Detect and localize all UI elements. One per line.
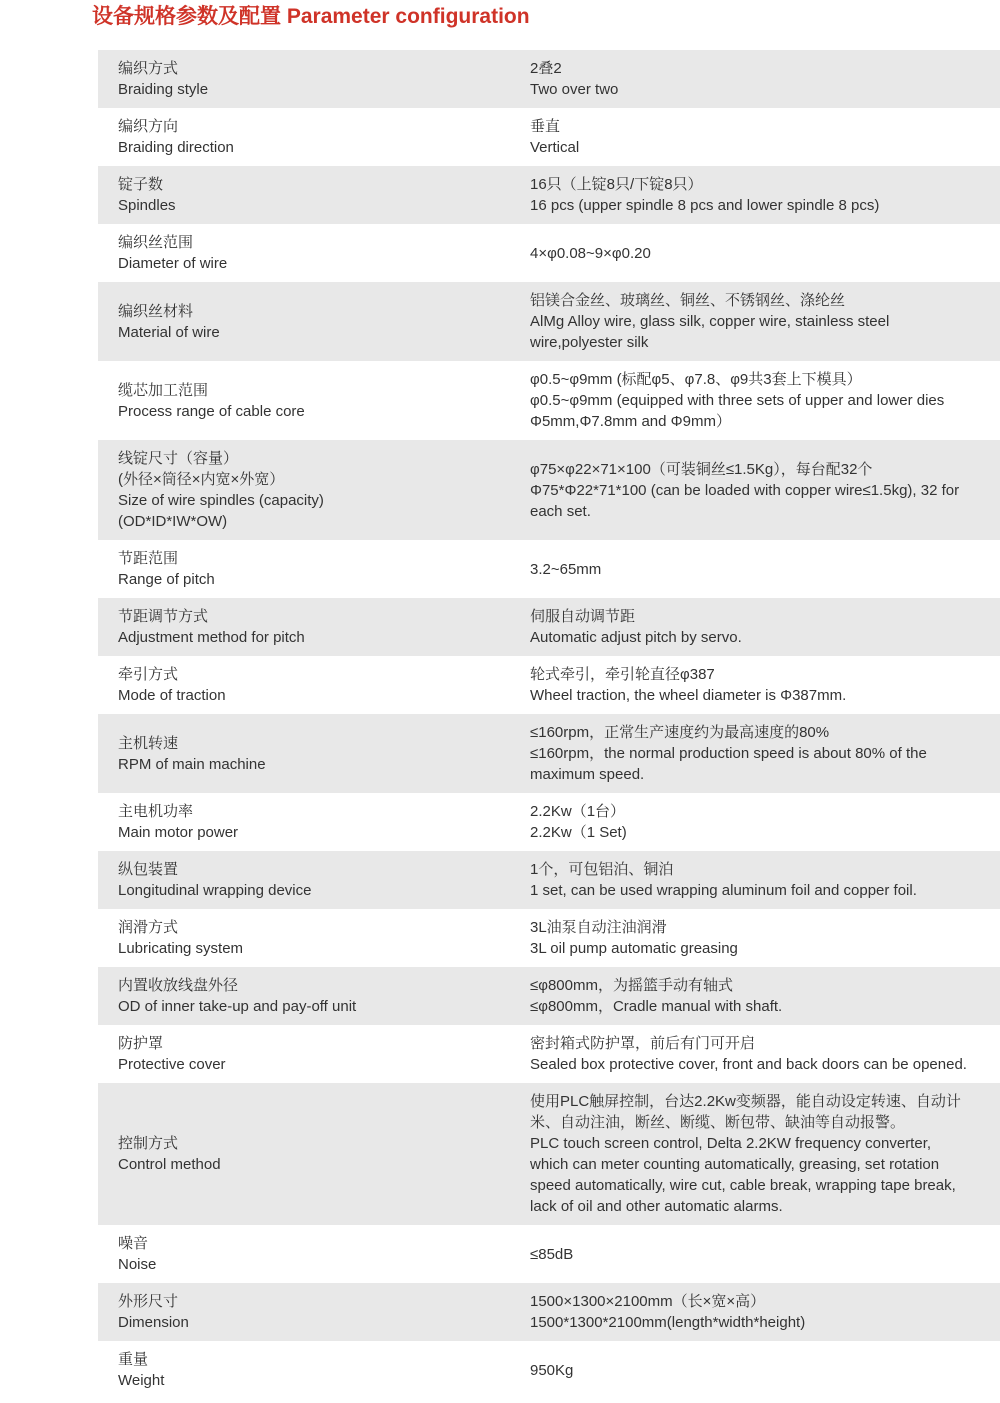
param-label-line: 重量 bbox=[118, 1351, 149, 1368]
param-value bbox=[530, 664, 1000, 706]
param-label-line: 编织方式 bbox=[118, 60, 179, 77]
table-row bbox=[98, 1225, 1000, 1283]
param-label-line: 主机转速 bbox=[118, 734, 179, 752]
table-row bbox=[98, 50, 1000, 108]
param-value bbox=[530, 917, 1000, 959]
param-label bbox=[98, 975, 530, 1017]
param-label-line: Size of wire spindles (capacity) bbox=[118, 492, 324, 509]
param-value bbox=[530, 369, 1000, 432]
param-value-line: ≤160rpm，the normal production speed is about 80% of the maximum speed. bbox=[530, 745, 927, 783]
param-value-line: ≤φ800mm，Cradle manual with shaft. bbox=[530, 998, 783, 1015]
param-value bbox=[530, 1244, 1000, 1265]
param-value bbox=[530, 606, 1000, 648]
param-label-line: Longitudinal wrapping device bbox=[118, 882, 312, 899]
table-row bbox=[98, 282, 1000, 361]
param-value-line: 2.2Kw（1 Set) bbox=[530, 824, 627, 841]
param-value-line: 2.2Kw（1台） bbox=[530, 803, 626, 820]
param-value-line: 1500×1300×2100mm（长×宽×高） bbox=[530, 1293, 766, 1310]
table-row bbox=[98, 224, 1000, 282]
param-value-line: ≤160rpm，正常生产速度约为最高速度的80% bbox=[530, 724, 830, 741]
table-row bbox=[98, 656, 1000, 714]
table-row bbox=[98, 108, 1000, 166]
param-label-line: Material of wire bbox=[118, 323, 220, 341]
param-label-line: 主电机功率 bbox=[118, 803, 194, 820]
param-label-line: 噪音 bbox=[118, 1235, 149, 1252]
param-value bbox=[530, 975, 1000, 1017]
param-value-line: Φ75*Φ22*71*100 (can be loaded with copper wire≤1.5kg), 32 for each set. bbox=[530, 481, 960, 520]
table-row bbox=[98, 440, 1000, 540]
param-value-line: 铝镁合金丝、玻璃丝、铜丝、不锈钢丝、涤纶丝 bbox=[530, 292, 846, 309]
param-label-line: Main motor power bbox=[118, 824, 239, 841]
param-value-line: 3.2~65mm bbox=[530, 560, 602, 578]
param-value-line: 16 pcs (upper spindle 8 pcs and lower spindle 8 pcs) bbox=[530, 197, 880, 214]
param-value-line: PLC touch screen control, Delta 2.2KW frequency converter, which can meter counting automatically, greasing, set rotation speed automatically, wire cut, cable break, wrapping tape break, lack of oil and other automatic alarms. bbox=[530, 1135, 956, 1215]
param-label bbox=[98, 548, 530, 590]
table-row bbox=[98, 540, 1000, 598]
param-label-line: 编织方向 bbox=[118, 118, 179, 135]
param-label-line: 牵引方式 bbox=[118, 666, 179, 683]
table-row bbox=[98, 851, 1000, 909]
param-value bbox=[530, 559, 1000, 580]
param-label bbox=[98, 232, 530, 274]
param-label-line: Spindles bbox=[118, 197, 176, 214]
param-label-line: 外形尺寸 bbox=[118, 1293, 179, 1310]
param-label-line: (外径×筒径×内宽×外宽） bbox=[118, 471, 285, 488]
param-label-line: Dimension bbox=[118, 1314, 189, 1331]
param-value-line: 垂直 bbox=[530, 118, 561, 135]
param-value-line: AlMg Alloy wire, glass silk, copper wire, stainless steel wire,polyester silk bbox=[530, 313, 890, 351]
param-label bbox=[98, 174, 530, 216]
param-value-line: 密封箱式防护罩，前后有门可开启 bbox=[530, 1035, 756, 1052]
param-label bbox=[98, 448, 530, 532]
param-label bbox=[98, 380, 530, 422]
table-row bbox=[98, 714, 1000, 793]
param-label-line: 编织丝范围 bbox=[118, 234, 194, 251]
param-value bbox=[530, 1291, 1000, 1333]
param-value-line: 1500*1300*2100mm(length*width*height) bbox=[530, 1314, 806, 1331]
param-label-line: (OD*ID*IW*OW) bbox=[118, 513, 228, 530]
table-row bbox=[98, 793, 1000, 851]
param-value-line: 伺服自动调节距 bbox=[530, 608, 636, 625]
param-label bbox=[98, 664, 530, 706]
param-label-line: 节距范围 bbox=[118, 550, 179, 567]
page-title: 设备规格参数及配置 Parameter configuration bbox=[92, 5, 530, 28]
param-value bbox=[530, 859, 1000, 901]
table-row bbox=[98, 1341, 1000, 1399]
param-value bbox=[530, 290, 1000, 353]
param-label-line: Process range of cable core bbox=[118, 402, 305, 420]
param-label bbox=[98, 301, 530, 343]
param-label-line: Noise bbox=[118, 1256, 157, 1273]
param-value-line: 16只（上锭8只/下锭8只） bbox=[530, 176, 703, 193]
param-value-line: 2叠2 bbox=[530, 60, 562, 77]
param-label bbox=[98, 1033, 530, 1075]
param-label bbox=[98, 733, 530, 775]
table-row bbox=[98, 1283, 1000, 1341]
param-label-line: Adjustment method for pitch bbox=[118, 629, 305, 646]
param-value-line: 3L oil pump automatic greasing bbox=[530, 940, 738, 957]
param-label-line: Weight bbox=[118, 1372, 165, 1389]
param-label bbox=[98, 1233, 530, 1275]
param-value-line: ≤φ800mm，为摇篮手动有轴式 bbox=[530, 977, 733, 994]
param-value-line: 1 set, can be used wrapping aluminum foil and copper foil. bbox=[530, 882, 917, 899]
param-label-line: Mode of traction bbox=[118, 687, 226, 704]
param-label bbox=[98, 1291, 530, 1333]
param-label-line: 线锭尺寸（容量） bbox=[118, 450, 239, 467]
param-label-line: 缆芯加工范围 bbox=[118, 381, 209, 399]
param-label-line: 防护罩 bbox=[118, 1035, 164, 1052]
param-label bbox=[98, 859, 530, 901]
param-label-line: Control method bbox=[118, 1156, 221, 1173]
param-label-line: Lubricating system bbox=[118, 940, 244, 957]
table-row bbox=[98, 598, 1000, 656]
param-label-line: 纵包装置 bbox=[118, 861, 179, 878]
param-value-line: φ0.5~φ9mm (标配φ5、φ7.8、φ9共3套上下模具） bbox=[530, 371, 862, 388]
param-label-line: Braiding direction bbox=[118, 139, 234, 156]
param-value-line: 轮式牵引，牵引轮直径φ387 bbox=[530, 666, 715, 683]
param-label bbox=[98, 917, 530, 959]
param-value-line: 3L油泵自动注油润滑 bbox=[530, 919, 667, 936]
param-label-line: 内置收放线盘外径 bbox=[118, 977, 239, 994]
param-label-line: Braiding style bbox=[118, 81, 209, 98]
param-value bbox=[530, 459, 1000, 522]
param-value-line: Wheel traction, the wheel diameter is Φ387mm. bbox=[530, 687, 847, 704]
param-value-line: 1个，可包铝泊、铜泊 bbox=[530, 861, 674, 878]
table-row bbox=[98, 166, 1000, 224]
param-value bbox=[530, 1091, 1000, 1217]
param-value bbox=[530, 116, 1000, 158]
param-value bbox=[530, 1033, 1000, 1075]
param-label-line: Range of pitch bbox=[118, 571, 215, 588]
param-label bbox=[98, 116, 530, 158]
param-label-line: 润滑方式 bbox=[118, 919, 179, 936]
param-label-line: OD of inner take-up and pay-off unit bbox=[118, 998, 357, 1015]
param-value-line: 4×φ0.08~9×φ0.20 bbox=[530, 244, 651, 262]
param-label-line: Diameter of wire bbox=[118, 255, 228, 272]
param-value bbox=[530, 722, 1000, 785]
param-label-line: RPM of main machine bbox=[118, 755, 266, 773]
param-value bbox=[530, 174, 1000, 216]
param-label bbox=[98, 801, 530, 843]
param-label-line: 编织丝材料 bbox=[118, 302, 194, 320]
param-value-line: Two over two bbox=[530, 81, 619, 98]
param-value-line: 使用PLC触屏控制，台达2.2Kw变频器，能自动设定转速、自动计米、自动注油，断丝、断缆、断包带、缺油等自动报警。 bbox=[530, 1093, 961, 1131]
param-value-line: φ0.5~φ9mm (equipped with three sets of upper and lower dies Φ5mm,Φ7.8mm and Φ9mm） bbox=[530, 392, 945, 430]
param-value bbox=[530, 801, 1000, 843]
table-row bbox=[98, 1025, 1000, 1083]
param-value-line: φ75×φ22×71×100（可装铜丝≤1.5Kg），每台配32个 bbox=[530, 460, 873, 478]
param-label-line: 锭子数 bbox=[118, 176, 164, 193]
table-row bbox=[98, 361, 1000, 440]
param-label-line: 控制方式 bbox=[118, 1135, 179, 1152]
param-label-line: 节距调节方式 bbox=[118, 608, 209, 625]
param-value bbox=[530, 58, 1000, 100]
param-value-line: Automatic adjust pitch by servo. bbox=[530, 629, 742, 646]
param-value bbox=[530, 243, 1000, 264]
param-value bbox=[530, 1360, 1000, 1381]
param-label bbox=[98, 1349, 530, 1391]
table-row bbox=[98, 909, 1000, 967]
param-value-line: Vertical bbox=[530, 139, 580, 156]
param-value-line: Sealed box protective cover, front and back doors can be opened. bbox=[530, 1056, 967, 1073]
param-label bbox=[98, 1133, 530, 1175]
param-value-line: 950Kg bbox=[530, 1361, 574, 1379]
spec-table bbox=[98, 50, 1000, 1399]
param-value-line: ≤85dB bbox=[530, 1245, 574, 1263]
param-label-line: Protective cover bbox=[118, 1056, 226, 1073]
table-row bbox=[98, 967, 1000, 1025]
table-row bbox=[98, 1083, 1000, 1225]
param-label bbox=[98, 58, 530, 100]
param-label bbox=[98, 606, 530, 648]
